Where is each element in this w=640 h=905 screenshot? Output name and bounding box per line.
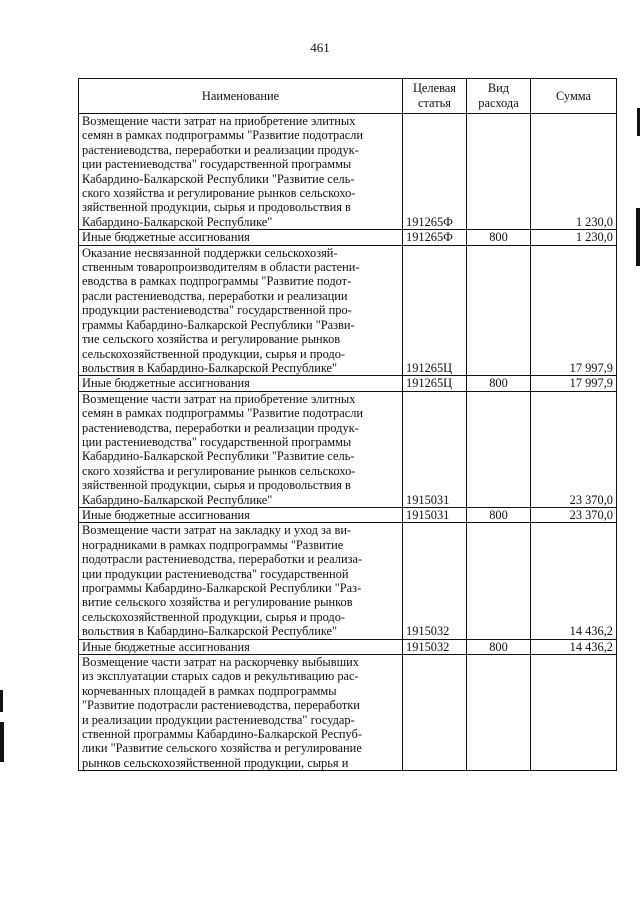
row-sum: 1 230,0 — [531, 230, 617, 245]
table-row — [79, 245, 617, 376]
row-target: 191265Ф — [403, 114, 467, 230]
table-header-row — [79, 79, 617, 114]
row-target: 191265Ц — [403, 376, 467, 391]
scan-edge-mark — [0, 722, 4, 762]
row-sum: 23 370,0 — [531, 507, 617, 522]
row-name: Иные бюджетные ассигнования — [79, 376, 403, 391]
table-row — [79, 507, 617, 522]
table-row — [79, 639, 617, 654]
row-target: 1915032 — [403, 523, 467, 639]
table-row — [79, 391, 617, 507]
row-kind: 800 — [467, 230, 531, 245]
table-row — [79, 230, 617, 245]
row-kind: 800 — [467, 639, 531, 654]
row-sum: 14 436,2 — [531, 523, 617, 639]
scan-edge-mark — [636, 208, 640, 266]
row-sum: 14 436,2 — [531, 639, 617, 654]
table-row — [79, 523, 617, 639]
row-target — [403, 655, 467, 771]
row-sum: 17 997,9 — [531, 376, 617, 391]
row-name: Оказание несвязанной поддержки сельскохозяй- ственным товаропроизводителям в области растени- еводства в рамках подпрограммы "Развитие подот- расли растениеводства, переработки и реализации продукции растениеводства" государственной про- граммы Кабардино-Балкарской Республики "Разви- тие сельского хозяйства и регулирование рынков сельскохозяйственной продукции, сырья и продо- вольствия в Кабардино-Балкарской Республике" — [79, 245, 403, 376]
table-row — [79, 655, 617, 771]
row-sum: 1 230,0 — [531, 114, 617, 230]
budget-table — [78, 78, 617, 771]
header-name: Наименование — [79, 79, 403, 114]
row-name: Иные бюджетные ассигнования — [79, 639, 403, 654]
row-sum: 23 370,0 — [531, 391, 617, 507]
row-name: Возмещение части затрат на приобретение элитных семян в рамках подпрограммы "Развитие подотрасли растениеводства, переработки и реализации продук- ции растениеводства" государственной программы Кабардино-Балкарской Республики "Развитие сель- ского хозяйства и регулирование рынков сельскохо- зяйственной продукции, сырья и продовольствия в Кабардино-Балкарской Республике" — [79, 391, 403, 507]
row-target: 1915031 — [403, 507, 467, 522]
row-target: 191265Ц — [403, 245, 467, 376]
scan-edge-mark — [0, 690, 3, 712]
page-number: 461 — [310, 40, 330, 55]
row-target: 1915032 — [403, 639, 467, 654]
row-name: Возмещение части затрат на закладку и уход за ви- ноградниками в рамках подпрограммы "Развитие подотрасли растениеводства, переработки и реализа- ции продукции растениеводства" государственной программы Кабардино-Балкарской Республики "Раз- витие сельского хозяйства и регулирование рынков сельскохозяйственной продукции, сырья и продо- вольствия в Кабардино-Балкарской Республике" — [79, 523, 403, 639]
row-kind — [467, 245, 531, 376]
table-row — [79, 376, 617, 391]
header-kind: Вид расхода — [467, 79, 531, 114]
row-target: 1915031 — [403, 391, 467, 507]
row-kind: 800 — [467, 376, 531, 391]
row-sum: 17 997,9 — [531, 245, 617, 376]
row-kind — [467, 391, 531, 507]
row-name: Иные бюджетные ассигнования — [79, 230, 403, 245]
row-sum — [531, 655, 617, 771]
header-sum: Сумма — [531, 79, 617, 114]
row-kind — [467, 114, 531, 230]
row-kind — [467, 655, 531, 771]
row-kind — [467, 523, 531, 639]
row-kind: 800 — [467, 507, 531, 522]
row-name: Возмещение части затрат на приобретение элитных семян в рамках подпрограммы "Развитие подотрасли растениеводства, переработки и реализации продук- ции растениеводства" государственной программы Кабардино-Балкарской Республики "Развитие сель- ского хозяйства и регулирование рынков сельскохо- зяйственной продукции, сырья и продовольствия в Кабардино-Балкарской Республике" — [79, 114, 403, 230]
row-name: Иные бюджетные ассигнования — [79, 507, 403, 522]
row-name: Возмещение части затрат на раскорчевку выбывших из эксплуатации старых садов и рекультивацию рас- корчеванных площадей в рамках подпрограммы "Развитие подотрасли растениеводства, переработки и реализации продукции растениеводства" государ- ственной программы Кабардино-Балкарской Респуб- лики "Развитие сельского хозяйства и регулирование рынков сельскохозяйственной продукции, сырья и — [79, 655, 403, 771]
table-row — [79, 114, 617, 230]
row-target: 191265Ф — [403, 230, 467, 245]
header-target: Целевая статья — [403, 79, 467, 114]
